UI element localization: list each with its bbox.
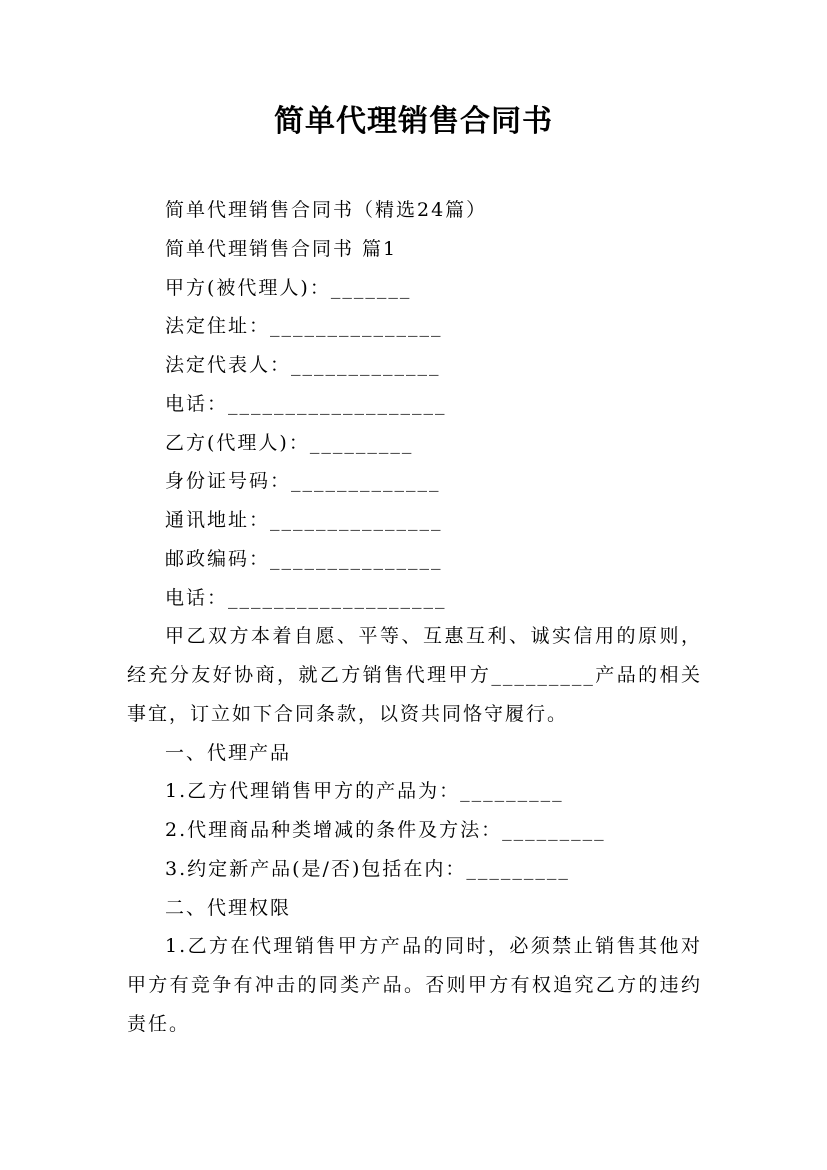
paragraph-section-heading: 简单代理销售合同书 篇1: [165, 237, 398, 260]
field-party-b-id-number: 身份证号码：_____________: [165, 470, 441, 493]
field-party-b-address: 通讯地址：_______________: [165, 509, 443, 531]
field-party-a-address: 法定住址：_______________: [165, 315, 443, 338]
section-heading-products: 一、代理产品: [165, 741, 292, 764]
paragraph-subtitle: 简单代理销售合同书（精选24篇）: [165, 199, 488, 221]
paragraph-preamble: 甲乙双方本着自愿、平等、互惠互利、诚实信用的原则，经充分友好协商，就乙方销售代理甲方_________产品的相关事宜，订立如下合同条款，以资共同恪守履行。: [127, 625, 702, 725]
clause-2-1: 1.乙方在代理销售甲方产品的同时，必须禁止销售其他对甲方有竞争有冲击的同类产品。否则甲方有权追究乙方的违约责任。: [127, 935, 702, 1035]
document-body: [127, 191, 702, 1044]
field-party-b: 乙方(代理人)：_________: [165, 431, 414, 454]
clause-1-3: 3.约定新产品(是/否)包括在内：_________: [165, 857, 570, 880]
clause-1-1: 1.乙方代理销售甲方的产品为：_________: [165, 780, 564, 803]
clause-1-2: 2.代理商品种类增减的条件及方法：_________: [165, 819, 606, 841]
section-heading-authority: 二、代理权限: [165, 896, 292, 919]
field-party-a-phone: 电话：___________________: [165, 392, 447, 415]
field-party-a-legal-rep: 法定代表人：_____________: [165, 354, 441, 376]
document-title: 简单代理销售合同书: [274, 104, 553, 139]
field-party-b-postcode: 邮政编码：_______________: [165, 547, 443, 570]
field-party-b-phone: 电话：___________________: [165, 586, 447, 609]
field-party-a: 甲方(被代理人)：_______: [165, 276, 412, 299]
